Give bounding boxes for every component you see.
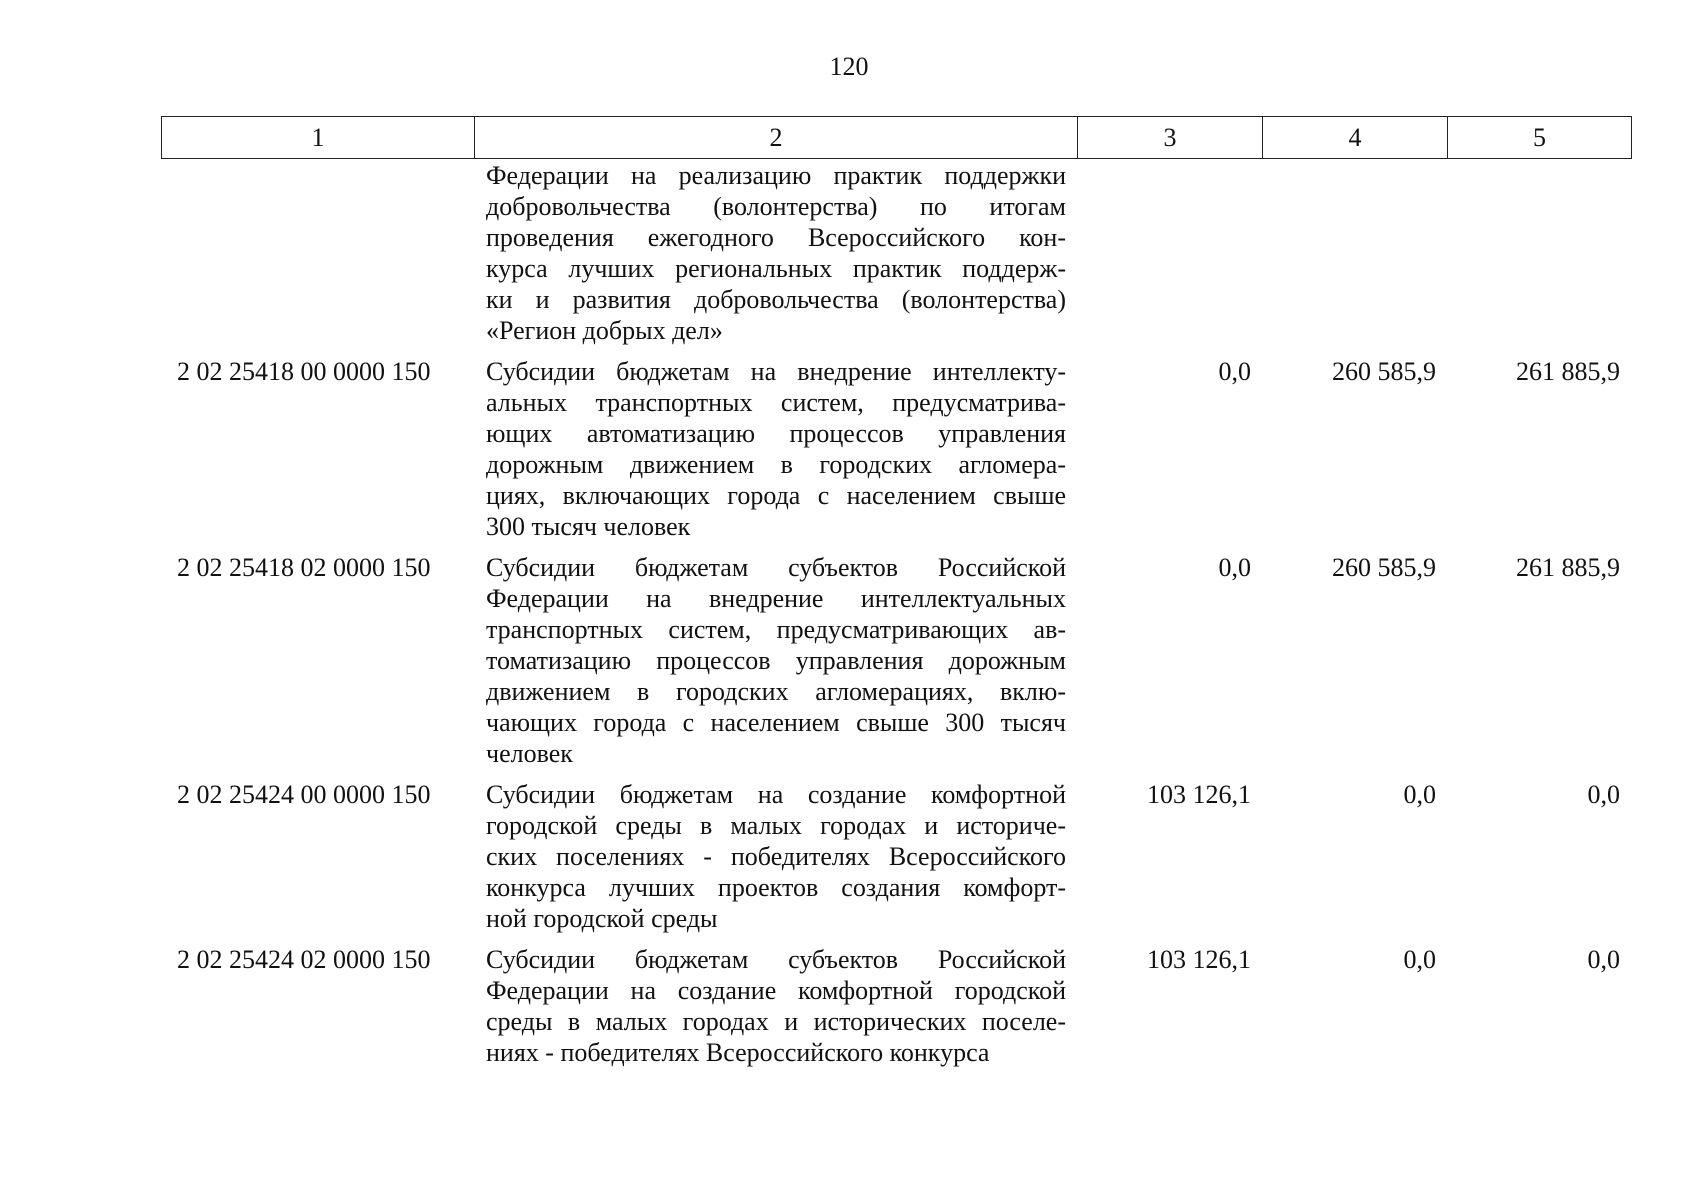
amount-col-5: 0,0 bbox=[1587, 780, 1620, 809]
table-row bbox=[161, 160, 1631, 356]
header-col-3: 3 bbox=[1078, 117, 1263, 159]
amount-col-3: 0,0 bbox=[1218, 553, 1251, 582]
description bbox=[474, 779, 1077, 944]
header-col-4: 4 bbox=[1263, 117, 1448, 159]
budget-code: 2 02 25424 02 0000 150 bbox=[177, 945, 431, 974]
description bbox=[474, 944, 1077, 1078]
amount-col-3: 103 126,1 bbox=[1147, 945, 1251, 974]
amount-col-4: 260 585,9 bbox=[1332, 553, 1436, 582]
budget-code bbox=[161, 160, 474, 356]
header-col-2: 2 bbox=[475, 117, 1078, 159]
amount-col-5: 0,0 bbox=[1587, 945, 1620, 974]
amount-col-3: 0,0 bbox=[1218, 357, 1251, 386]
description-line: ной городской среды bbox=[486, 904, 718, 933]
table-row bbox=[161, 356, 1631, 552]
description bbox=[474, 552, 1077, 779]
description-line: ки и развития добровольчества (волонтерства) bbox=[486, 285, 1066, 314]
description bbox=[474, 160, 1077, 356]
budget-code: 2 02 25424 00 0000 150 bbox=[177, 780, 431, 809]
description-line: ющих автоматизацию процессов управления bbox=[486, 419, 1066, 448]
description-line: Федерации на внедрение интеллектуальных bbox=[486, 584, 1066, 613]
description-line: Субсидии бюджетам субъектов Российской bbox=[486, 945, 1066, 974]
description-line: транспортных систем, предусматривающих ав- bbox=[486, 615, 1066, 644]
description-line: Федерации на реализацию практик поддержки bbox=[486, 161, 1066, 190]
description-line: городской среды в малых городах и историче- bbox=[486, 811, 1066, 840]
amount-col-4: 260 585,9 bbox=[1332, 357, 1436, 386]
description-line: Федерации на создание комфортной городской bbox=[486, 976, 1066, 1005]
description-line: ских поселениях - победителях Всероссийского bbox=[486, 842, 1066, 871]
table-header bbox=[161, 116, 1632, 159]
description-line: «Регион добрых дел» bbox=[486, 316, 723, 345]
description-line: чающих города с населением свыше 300 тысяч bbox=[486, 708, 1066, 737]
budget-code: 2 02 25418 02 0000 150 bbox=[177, 553, 431, 582]
amount-col-3: 103 126,1 bbox=[1147, 780, 1251, 809]
table-row bbox=[161, 944, 1631, 1078]
page-number: 120 bbox=[829, 52, 869, 81]
amount-col-4: 0,0 bbox=[1403, 780, 1436, 809]
table-row bbox=[161, 552, 1631, 779]
header-row bbox=[162, 117, 1632, 159]
description-line: конкурса лучших проектов создания комфорт- bbox=[486, 873, 1066, 902]
description-line: человек bbox=[486, 739, 573, 768]
amount-col-5 bbox=[1447, 160, 1631, 356]
amount-col-4 bbox=[1262, 160, 1447, 356]
description-line: ниях - победителях Всероссийского конкурса bbox=[486, 1038, 990, 1067]
table-body bbox=[161, 160, 1631, 1078]
description-line: Субсидии бюджетам на внедрение интеллекту- bbox=[486, 357, 1066, 386]
amount-col-4: 0,0 bbox=[1403, 945, 1436, 974]
description-line: томатизацию процессов управления дорожным bbox=[486, 646, 1066, 675]
description-line: дорожным движением в городских агломера- bbox=[486, 450, 1066, 479]
amount-col-5: 261 885,9 bbox=[1516, 357, 1620, 386]
description bbox=[474, 356, 1077, 552]
header-col-1: 1 bbox=[162, 117, 475, 159]
table-row bbox=[161, 779, 1631, 944]
description-line: курса лучших региональных практик поддерж- bbox=[486, 254, 1066, 283]
amount-col-3 bbox=[1077, 160, 1262, 356]
description-line: циях, включающих города с населением свыше bbox=[486, 481, 1066, 510]
description-line: альных транспортных систем, предусматрива- bbox=[486, 388, 1066, 417]
amount-col-5: 261 885,9 bbox=[1516, 553, 1620, 582]
description-line: проведения ежегодного Всероссийского кон- bbox=[486, 223, 1066, 252]
table-rows bbox=[161, 160, 1631, 1078]
description-line: Субсидии бюджетам на создание комфортной bbox=[486, 780, 1066, 809]
description-line: Субсидии бюджетам субъектов Российской bbox=[486, 553, 1066, 582]
description-line: среды в малых городах и исторических поселе- bbox=[486, 1007, 1066, 1036]
description-line: движением в городских агломерациях, вклю- bbox=[486, 677, 1066, 706]
header-col-5: 5 bbox=[1448, 117, 1632, 159]
description-line: 300 тысяч человек bbox=[486, 512, 691, 541]
budget-code: 2 02 25418 00 0000 150 bbox=[177, 357, 431, 386]
description-line: добровольчества (волонтерства) по итогам bbox=[486, 192, 1066, 221]
